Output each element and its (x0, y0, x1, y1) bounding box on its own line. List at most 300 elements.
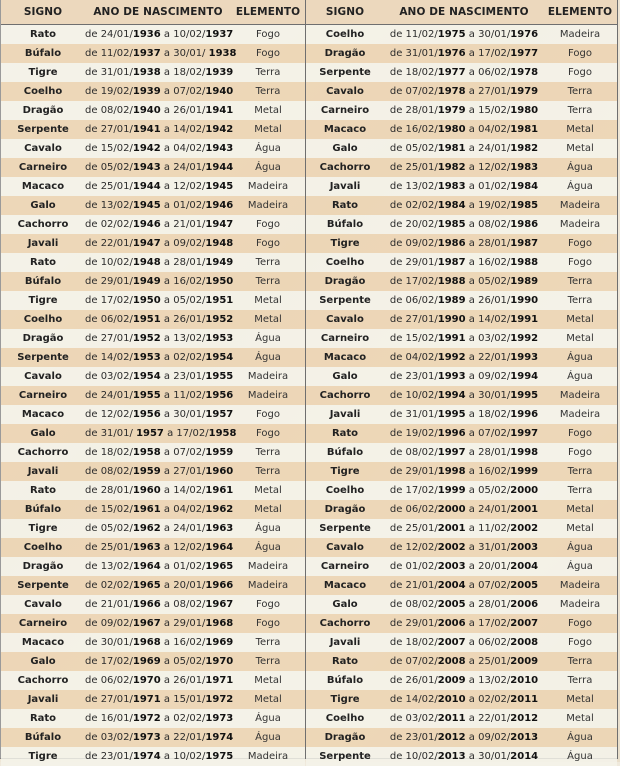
connector-de: de (389, 371, 403, 382)
start-year: 1958 (132, 447, 161, 458)
start-year: 1968 (132, 637, 161, 648)
end-year: 1988 (510, 257, 539, 268)
connector-de: de (389, 580, 403, 591)
table-row (306, 196, 617, 215)
cell-elemento: Fogo (568, 637, 592, 648)
connector-de: de (85, 599, 98, 610)
cell-signo: Javali (27, 466, 59, 477)
cell-signo: Rato (29, 713, 57, 724)
end-date: 26/01/ (173, 105, 206, 116)
end-year: 1971 (205, 675, 234, 686)
start-year: 1977 (437, 67, 466, 78)
table-row (1, 272, 305, 291)
cell-ano-de-nascimento (384, 713, 544, 724)
cell-signo: Macaco (21, 181, 65, 192)
end-year: 1996 (510, 409, 539, 420)
connector-a: a (163, 67, 171, 78)
end-date: 28/01/ (173, 257, 206, 268)
cell-signo: Cachorro (319, 618, 371, 629)
cell-signo: Tigre (330, 238, 360, 249)
table-row (1, 595, 305, 614)
connector-de: de (389, 504, 403, 515)
connector-a: a (468, 295, 475, 306)
end-year: 1992 (510, 333, 539, 344)
cell-signo: Coelho (23, 86, 63, 97)
connector-a: a (468, 599, 475, 610)
start-year: 1978 (437, 86, 466, 97)
cell-signo: Búfalo (24, 276, 62, 287)
start-date: 08/02/ (405, 447, 438, 458)
connector-a: a (163, 105, 171, 116)
start-year: 1971 (132, 694, 161, 705)
connector-a: a (163, 466, 171, 477)
cell-ano-de-nascimento (384, 447, 544, 458)
start-date: 09/02/ (405, 238, 438, 249)
end-year: 1944 (205, 162, 234, 173)
cell-ano-de-nascimento (384, 295, 544, 306)
cell-ano-de-nascimento (384, 466, 544, 477)
cell-ano-de-nascimento (384, 314, 544, 325)
connector-a: a (163, 675, 171, 686)
end-date: 04/02/ (478, 124, 511, 135)
end-year: 1991 (510, 314, 539, 325)
start-year: 1936 (132, 29, 161, 40)
start-year: 1965 (132, 580, 161, 591)
start-date: 15/02/ (100, 504, 133, 515)
table-left-half (0, 0, 306, 762)
table-row (1, 196, 305, 215)
start-year: 1948 (132, 257, 161, 268)
cell-signo: Búfalo (326, 219, 364, 230)
end-year: 2006 (510, 599, 539, 610)
cell-signo: Dragão (22, 561, 64, 572)
connector-a: a (163, 713, 171, 724)
start-date: 06/02/ (100, 314, 133, 325)
cell-ano-de-nascimento (384, 371, 544, 382)
connector-a: a (468, 580, 475, 591)
connector-de: de (389, 713, 403, 724)
end-year: 1994 (510, 371, 539, 382)
cell-signo: Javali (27, 238, 59, 249)
connector-de: de (389, 314, 403, 325)
cell-elemento: Terra (567, 105, 593, 116)
table-row (306, 633, 617, 652)
cell-elemento: Metal (254, 295, 282, 306)
start-year: 1937 (132, 48, 161, 59)
connector-de: de (85, 466, 98, 477)
cell-elemento: Fogo (568, 67, 592, 78)
cell-ano-de-nascimento (384, 86, 544, 97)
connector-a: a (468, 618, 475, 629)
start-date: 16/01/ (100, 713, 133, 724)
end-date: 09/02/ (478, 732, 511, 743)
connector-de: de (85, 675, 98, 686)
start-year: 1945 (132, 200, 161, 211)
end-date: 02/02/ (173, 352, 206, 363)
end-year: 1998 (510, 447, 539, 458)
cell-ano-de-nascimento (384, 675, 544, 686)
end-date: 17/02/ (478, 48, 511, 59)
connector-a: a (468, 371, 475, 382)
end-date: 15/01/ (173, 694, 206, 705)
table-row (306, 215, 617, 234)
table-row (1, 424, 305, 443)
start-date: 13/02/ (100, 200, 133, 211)
connector-de: de (85, 105, 98, 116)
cell-elemento: Água (567, 352, 593, 363)
end-year: 2008 (510, 637, 539, 648)
cell-elemento: Terra (567, 86, 593, 97)
start-date: 05/02/ (405, 143, 438, 154)
connector-a: a (163, 219, 171, 230)
end-date: 11/02/ (173, 390, 206, 401)
end-year: 1939 (205, 67, 234, 78)
cell-elemento: Metal (254, 314, 282, 325)
connector-a: a (163, 238, 171, 249)
connector-a: a (468, 656, 475, 667)
table-row (1, 557, 305, 576)
end-year: 1982 (510, 143, 539, 154)
connector-a: a (163, 48, 171, 59)
end-year: 1986 (510, 219, 539, 230)
connector-de: de (85, 86, 98, 97)
start-date: 12/02/ (405, 542, 438, 553)
connector-a: a (163, 371, 171, 382)
start-date: 13/02/ (405, 181, 438, 192)
start-date: 02/02/ (100, 219, 133, 230)
cell-signo: Tigre (330, 466, 360, 477)
connector-a: a (468, 409, 475, 420)
end-date: 02/02/ (478, 694, 511, 705)
connector-a: a (468, 504, 475, 515)
cell-elemento: Fogo (256, 238, 280, 249)
end-year: 1956 (205, 390, 234, 401)
cell-signo: Cachorro (17, 675, 69, 686)
table-row (1, 462, 305, 481)
cell-elemento: Terra (255, 637, 281, 648)
start-date: 10/02/ (100, 257, 133, 268)
cell-elemento: Metal (566, 143, 594, 154)
connector-de: de (389, 143, 403, 154)
table-row (306, 101, 617, 120)
connector-de: de (85, 694, 98, 705)
start-date: 06/02/ (100, 675, 133, 686)
start-date: 31/01/ (100, 67, 133, 78)
start-year: 1943 (132, 162, 161, 173)
connector-a: a (163, 276, 171, 287)
cell-elemento: Fogo (568, 257, 592, 268)
end-date: 24/01/ (478, 143, 511, 154)
connector-a: a (163, 295, 171, 306)
start-date: 18/02/ (405, 637, 438, 648)
start-date: 24/01/ (100, 29, 133, 40)
end-year: 1937 (205, 29, 234, 40)
start-year: 1993 (437, 371, 466, 382)
cell-signo: Javali (27, 694, 59, 705)
table-row (1, 310, 305, 329)
table-row (306, 139, 617, 158)
cell-signo: Búfalo (24, 48, 62, 59)
table-row (306, 690, 617, 709)
end-date: 31/01/ (478, 542, 511, 553)
cell-signo: Galo (30, 656, 56, 667)
cell-ano-de-nascimento (384, 732, 544, 743)
start-year: 1984 (437, 200, 466, 211)
connector-a: a (468, 352, 475, 363)
table-right-half (306, 0, 618, 762)
cell-elemento: Madeira (559, 200, 601, 211)
start-date: 25/01/ (405, 162, 438, 173)
cell-ano-de-nascimento (85, 124, 234, 135)
start-date: 03/02/ (100, 732, 133, 743)
cell-elemento: Água (255, 542, 281, 553)
connector-de: de (85, 390, 98, 401)
start-date: 27/01/ (405, 314, 438, 325)
connector-a: a (468, 466, 475, 477)
start-year: 2009 (437, 675, 466, 686)
start-year: 1975 (437, 29, 466, 40)
connector-a: a (163, 485, 171, 496)
end-date: 30/01/ (478, 390, 511, 401)
connector-a: a (468, 105, 475, 116)
end-date: 29/01/ (173, 618, 206, 629)
start-year: 1961 (132, 504, 161, 515)
connector-de: de (389, 295, 403, 306)
cell-elemento: Madeira (247, 580, 289, 591)
end-year: 1943 (205, 143, 234, 154)
cell-signo: Cachorro (319, 390, 371, 401)
start-year: 1986 (437, 238, 466, 249)
cell-signo: Macaco (323, 580, 367, 591)
start-year: 1974 (132, 751, 161, 762)
table-row (306, 120, 617, 139)
cell-elemento: Fogo (568, 238, 592, 249)
connector-a: a (163, 390, 171, 401)
end-date: 08/02/ (478, 219, 511, 230)
start-year: 1955 (132, 390, 161, 401)
end-date: 17/02/ (478, 618, 511, 629)
end-year: 1975 (205, 751, 234, 762)
start-year: 1954 (132, 371, 161, 382)
cell-signo: Tigre (28, 67, 58, 78)
start-year: 1964 (132, 561, 161, 572)
cell-elemento: Fogo (568, 447, 592, 458)
end-date: 26/01/ (173, 675, 206, 686)
cell-elemento: Fogo (256, 599, 280, 610)
end-year: 1958 (208, 428, 237, 439)
connector-de: de (85, 447, 98, 458)
start-date: 14/02/ (100, 352, 133, 363)
cell-ano-de-nascimento (384, 409, 544, 420)
cell-signo: Cavalo (326, 542, 364, 553)
connector-a: a (468, 428, 475, 439)
cell-elemento: Água (567, 181, 593, 192)
cell-ano-de-nascimento (85, 219, 234, 230)
cell-signo: Rato (331, 656, 359, 667)
table-row (1, 709, 305, 728)
connector-de: de (85, 618, 98, 629)
cell-elemento: Terra (255, 276, 281, 287)
end-year: 1967 (205, 599, 234, 610)
connector-a: a (468, 523, 475, 534)
end-year: 2010 (510, 675, 539, 686)
connector-a: a (468, 257, 475, 268)
cell-elemento: Metal (254, 694, 282, 705)
end-date: 14/02/ (173, 124, 206, 135)
end-year: 1955 (205, 371, 234, 382)
end-date: 30/01/ (173, 48, 209, 59)
cell-ano-de-nascimento (384, 599, 544, 610)
cell-signo: Dragão (22, 333, 64, 344)
end-date: 03/02/ (478, 333, 511, 344)
start-year: 1979 (437, 105, 466, 116)
connector-a: a (468, 143, 475, 154)
start-date: 10/02/ (405, 390, 438, 401)
cell-elemento: Madeira (559, 599, 601, 610)
cell-ano-de-nascimento (384, 485, 544, 496)
cell-ano-de-nascimento (384, 276, 544, 287)
start-year: 1982 (437, 162, 466, 173)
end-year: 1938 (208, 48, 237, 59)
start-date: 29/01/ (100, 276, 133, 287)
connector-de: de (389, 257, 403, 268)
end-date: 05/02/ (173, 295, 206, 306)
connector-a: a (163, 29, 171, 40)
start-date: 14/02/ (405, 694, 438, 705)
table-row (306, 177, 617, 196)
end-year: 1987 (510, 238, 539, 249)
start-date: 21/01/ (405, 580, 438, 591)
cell-elemento: Fogo (568, 618, 592, 629)
start-date: 06/02/ (405, 295, 438, 306)
cell-elemento: Terra (567, 466, 593, 477)
connector-a: a (163, 200, 171, 211)
end-year: 1968 (205, 618, 234, 629)
cell-elemento: Metal (566, 124, 594, 135)
table-row (306, 519, 617, 538)
connector-a: a (163, 352, 171, 363)
cell-signo: Serpente (319, 751, 371, 762)
start-date: 28/01/ (405, 105, 438, 116)
table-row (1, 481, 305, 500)
cell-signo: Serpente (17, 352, 69, 363)
cell-elemento: Água (255, 523, 281, 534)
connector-a: a (163, 523, 171, 534)
end-year: 1978 (510, 67, 539, 78)
cell-ano-de-nascimento (384, 181, 544, 192)
end-year: 2001 (510, 504, 539, 515)
cell-ano-de-nascimento (384, 143, 544, 154)
table-row (1, 614, 305, 633)
table-row (306, 405, 617, 424)
cell-signo: Rato (29, 29, 57, 40)
end-date: 13/02/ (173, 333, 206, 344)
start-year: 1938 (132, 67, 161, 78)
start-year: 1947 (132, 238, 161, 249)
cell-elemento: Metal (566, 694, 594, 705)
start-date: 26/01/ (405, 675, 438, 686)
cell-elemento: Água (255, 333, 281, 344)
cell-ano-de-nascimento (384, 561, 544, 572)
connector-de: de (85, 333, 98, 344)
end-date: 05/02/ (478, 276, 511, 287)
connector-a: a (468, 29, 475, 40)
start-date: 18/02/ (405, 67, 438, 78)
connector-de: de (85, 751, 98, 762)
connector-a: a (468, 561, 475, 572)
cell-elemento: Metal (254, 504, 282, 515)
start-year: 2008 (437, 656, 466, 667)
connector-de: de (389, 29, 403, 40)
connector-de: de (85, 409, 98, 420)
cell-ano-de-nascimento (384, 257, 544, 268)
connector-a: a (163, 409, 171, 420)
end-date: 06/02/ (478, 637, 511, 648)
table-row (306, 481, 617, 500)
cell-elemento: Madeira (559, 219, 601, 230)
end-year: 1959 (205, 447, 234, 458)
end-date: 18/02/ (478, 409, 511, 420)
connector-a: a (163, 656, 171, 667)
connector-de: de (85, 124, 98, 135)
cell-elemento: Água (567, 542, 593, 553)
start-year: 1946 (132, 219, 161, 230)
connector-de: de (85, 29, 98, 40)
cell-ano-de-nascimento (85, 656, 234, 667)
start-date: 02/02/ (405, 200, 438, 211)
start-year: 1949 (132, 276, 161, 287)
cell-elemento: Madeira (559, 409, 601, 420)
start-year: 1969 (132, 656, 161, 667)
connector-de: de (389, 428, 403, 439)
start-date: 03/02/ (405, 713, 438, 724)
table-row (1, 158, 305, 177)
connector-a: a (163, 580, 171, 591)
end-date: 07/02/ (478, 580, 511, 591)
table-row (1, 44, 305, 63)
start-date: 08/02/ (100, 466, 133, 477)
connector-de: de (85, 67, 98, 78)
connector-de: de (85, 713, 98, 724)
end-date: 12/02/ (173, 542, 206, 553)
end-year: 1995 (510, 390, 539, 401)
connector-a: a (468, 86, 475, 97)
end-year: 1985 (510, 200, 539, 211)
cell-elemento: Água (255, 352, 281, 363)
connector-a: a (468, 713, 475, 724)
start-year: 1972 (132, 713, 161, 724)
end-year: 1963 (205, 523, 234, 534)
start-year: 1959 (132, 466, 161, 477)
end-date: 25/01/ (478, 656, 511, 667)
end-date: 22/01/ (478, 713, 511, 724)
connector-a: a (163, 637, 171, 648)
connector-de: de (85, 48, 98, 59)
connector-a: a (468, 390, 475, 401)
connector-de: de (85, 162, 98, 173)
connector-a: a (163, 124, 171, 135)
start-year: 1973 (132, 732, 161, 743)
start-year: 1990 (437, 314, 466, 325)
end-year: 2007 (510, 618, 539, 629)
end-year: 1964 (205, 542, 234, 553)
table-row (1, 234, 305, 253)
table-row (306, 386, 617, 405)
cell-ano-de-nascimento (85, 580, 234, 591)
start-date: 09/02/ (100, 618, 133, 629)
cell-elemento: Fogo (256, 219, 280, 230)
start-year: 2002 (437, 542, 466, 553)
